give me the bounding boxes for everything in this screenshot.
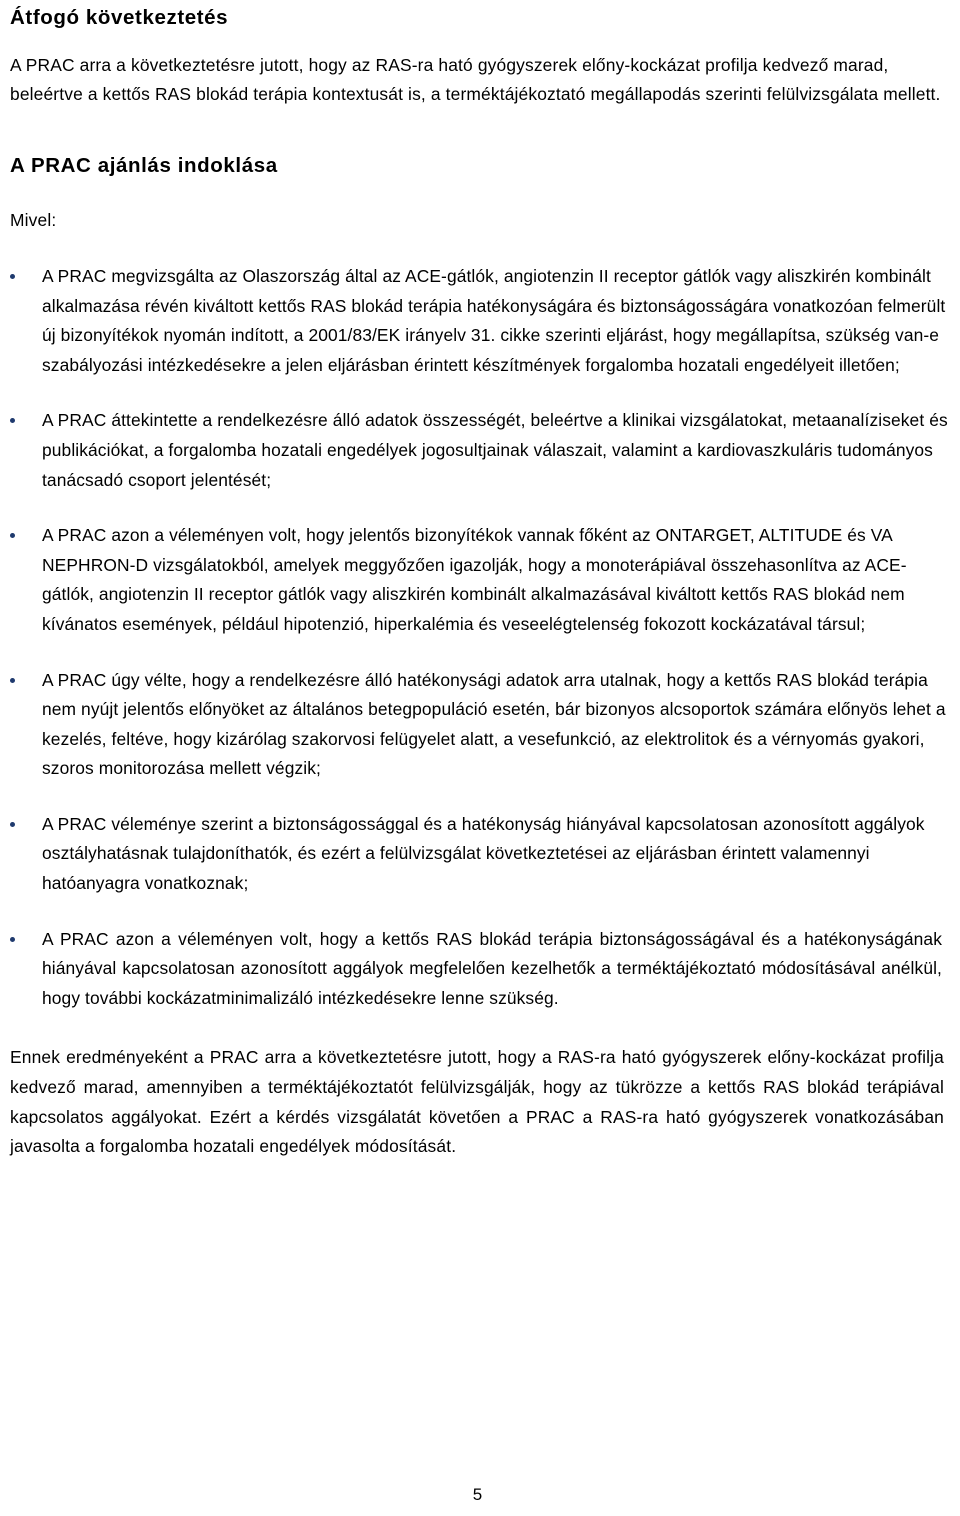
bullet-list — [10, 262, 948, 1013]
bullet-dot-icon — [10, 822, 15, 827]
section-heading: A PRAC ajánlás indoklása — [10, 153, 278, 177]
list-item-text: A PRAC megvizsgálta az Olaszország által az ACE-gátlók, angiotenzin II receptor gátlók vagy aliszkirén kombinált alkalmazása révén kiváltott kettős RAS blokád terápia hatékonyságára és biztonságosságára vonatkozóan felmerült új bizonyítékok nyomán indított, a 2001/83/EK irányelv 31. cikke szerinti eljárást, hogy megállapítsa, szükség van-e szabályozási intézkedésekre a jelen eljárásban érintett készítmények forgalomba hozatali engedélyeit illetően; — [42, 265, 946, 375]
list-item-text: A PRAC azon a véleményen volt, hogy a kettős RAS blokád terápia biztonságosságával és a hatékonyságának hiányával kapcsolatosan azonosított aggályok megfelelően kezelhetők a terméktájékoztató módosításával anélkül, hogy további kockázatminimalizáló intézkedésekre lenne szükség. — [42, 928, 942, 1008]
page-number: 5 — [472, 1485, 483, 1504]
list-item-text: A PRAC azon a véleményen volt, hogy jelentős bizonyítékok vannak főként az ONTARGET, ALTITUDE és VA NEPHRON-D vizsgálatokból, amelyek meggyőzően igazolják, hogy a monoterápiával összehasonlítva az ACE-gátlók, angiotenzin II receptor gátlók vagy aliszkirén kombinált alkalmazásával kiváltott kettős RAS blokád nem kívánatos események, például hipotenzió, hiperkalémia és veseelégtelenség fokozott kockázatával társul; — [42, 525, 907, 634]
list-item — [10, 521, 948, 639]
list-item — [10, 406, 948, 495]
intro-paragraph: A PRAC arra a következtetésre jutott, hogy az RAS-ra ható gyógyszerek előny-kockázat profilja kedvező marad, beleértve a kettős RAS blokád terápia kontextusát is, a terméktájékoztató megállapodás szerinti felülvizsgálata mellett. — [10, 54, 941, 105]
bullet-dot-icon — [10, 678, 15, 683]
list-item-text: A PRAC véleménye szerint a biztonságossággal és a hatékonyság hiányával kapcsolatosan azonosított aggályok osztályhatásnak tulajdoníthatók, és ezért a felülvizsgálat következtetései az eljárásban érintett valamennyi hatóanyagra vonatkoznak; — [42, 813, 925, 894]
page-title: Átfogó következtetés — [10, 6, 229, 29]
closing-paragraph: Ennek eredményeként a PRAC arra a következtetésre jutott, hogy a RAS-ra ható gyógyszerek előny-kockázat profilja kedvező marad, amennyiben a terméktájékoztatót felülvizsgálják, hogy az tükrözze a kettős RAS blokád terápiával kapcsolatos aggályokat. Ezért a kérdés vizsgálatát követően a PRAC a RAS-ra ható gyógyszerek vonatkozásában javasolta a forgalomba hozatali engedélyek módosítását. — [10, 1047, 944, 1157]
list-item — [10, 666, 948, 784]
list-item — [10, 925, 948, 1014]
list-item-text: A PRAC úgy vélte, hogy a rendelkezésre álló hatékonysági adatok arra utalnak, hogy a kettős RAS blokád terápia nem nyújt jelentős előnyöket az általános betegpopuláció esetén, bár bizonyos alcsoportok számára előnyös lehet a kezelés, feltéve, hogy kizárólag szakorvosi felügyelet alatt, a vesefunkció, az elektrolitok és a vérnyomás gyakori, szoros monitorozása mellett végzik; — [42, 669, 946, 779]
list-item — [10, 262, 948, 380]
bullet-dot-icon — [10, 418, 15, 423]
document-content — [10, 0, 948, 1162]
list-item — [10, 810, 948, 899]
bullet-dot-icon — [10, 533, 15, 538]
bullet-dot-icon — [10, 274, 15, 279]
bullet-dot-icon — [10, 937, 15, 942]
list-item-text: A PRAC áttekintette a rendelkezésre álló adatok összességét, beleértve a klinikai vizsgálatokat, metaanalíziseket és publikációkat, a forgalomba hozatali engedélyek jogosultjainak válaszait, valamint a kardiovaszkuláris tudományos tanácsadó csoport jelentését; — [42, 410, 948, 490]
lead-in-text: Mivel: — [10, 210, 57, 231]
